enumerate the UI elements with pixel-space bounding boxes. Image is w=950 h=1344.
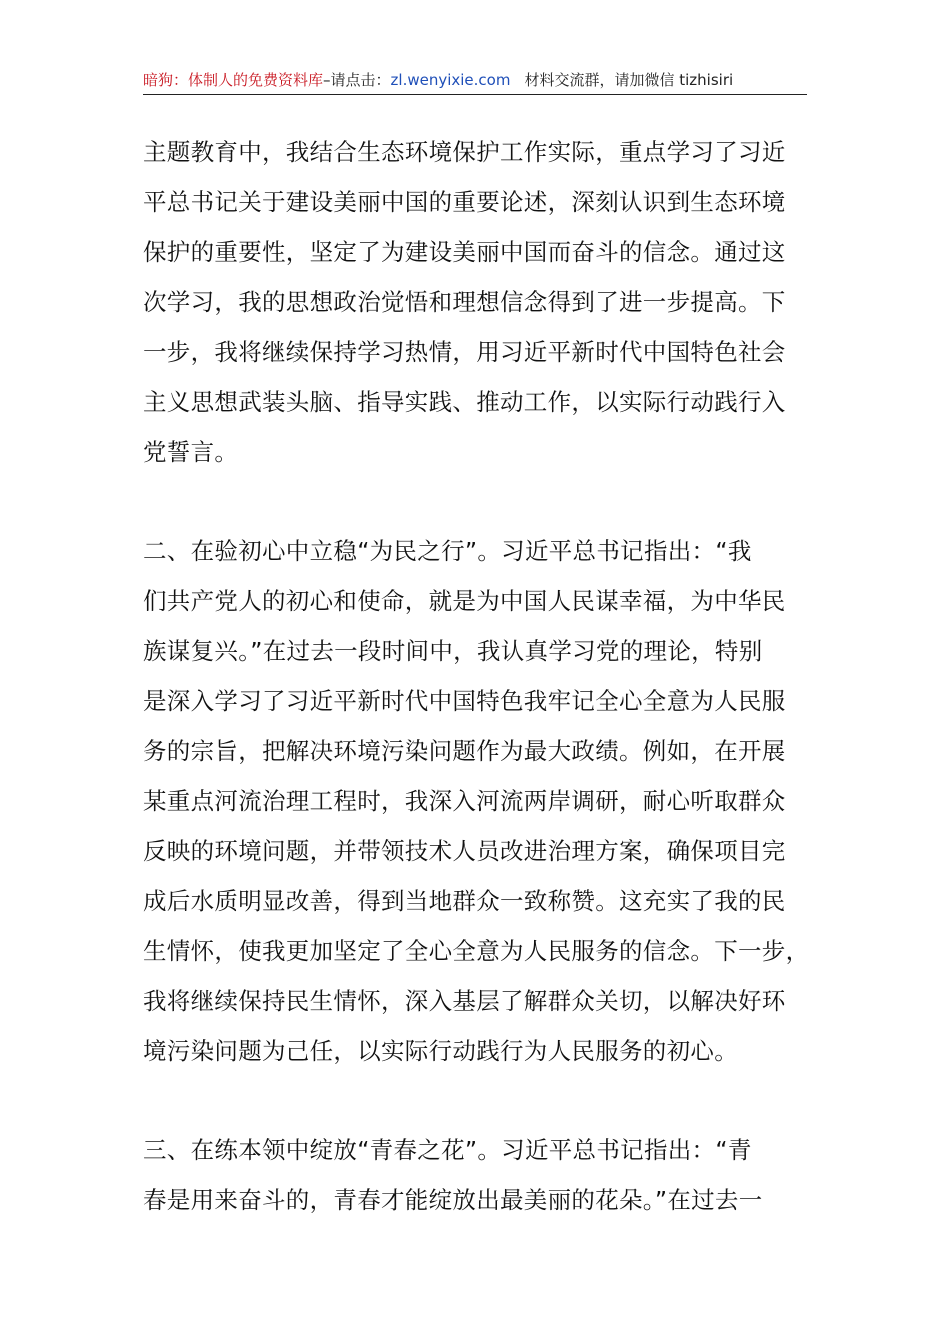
text-line: 境污染问题为己任，以实际行动践行为人民服务的初心。 — [143, 1037, 738, 1065]
text-line: 是深入学习了习近平新时代中国特色我牢记全心全意为人民服 — [143, 687, 786, 715]
text-line: 务的宗旨，把解决环境污染问题作为最大政绩。例如，在开展 — [143, 737, 786, 765]
header-prompt: –请点击： — [323, 71, 391, 89]
text-line: 党誓言。 — [143, 438, 239, 466]
paragraph-2 — [143, 526, 815, 1076]
text-line: 反映的环境问题，并带领技术人员改进治理方案，确保项目完 — [143, 837, 786, 865]
text-line: 保护的重要性，坚定了为建设美丽中国而奋斗的信念。通过这 — [143, 238, 786, 266]
header-url-link[interactable]: zl.wenyixie.com — [390, 71, 511, 89]
paragraph-gap — [143, 1076, 815, 1125]
text-line: 某重点河流治理工程时，我深入河流两岸调研，耐心听取群众 — [143, 787, 786, 815]
text-line: 平总书记关于建设美丽中国的重要论述，深刻认识到生态环境 — [143, 188, 786, 216]
text-line: 二、在验初心中立稳“为民之行”。习近平总书记指出：“我 — [143, 537, 752, 565]
text-line: 主题教育中，我结合生态环境保护工作实际，重点学习了习近 — [143, 138, 786, 166]
paragraph-3 — [143, 1125, 815, 1225]
text-line: 一步，我将继续保持学习热情，用习近平新时代中国特色社会 — [143, 338, 786, 366]
header-brand: 暗狗：体制人的免费资料库 — [143, 71, 324, 89]
text-line: 春是用来奋斗的，青春才能绽放出最美丽的花朵。”在过去一 — [143, 1186, 763, 1214]
text-line: 生情怀，使我更加坚定了全心全意为人民服务的信念。下一步， — [143, 937, 810, 965]
document-body — [143, 127, 815, 1225]
header-group-note: 材料交流群，请加微信 tizhisiri — [524, 71, 734, 89]
text-line: 次学习，我的思想政治觉悟和理想信念得到了进一步提高。下 — [143, 288, 786, 316]
paragraph-gap — [143, 477, 815, 526]
page-header — [143, 66, 807, 95]
paragraph-1 — [143, 127, 815, 477]
text-line: 主义思想武装头脑、指导实践、推动工作，以实际行动践行入 — [143, 388, 786, 416]
text-line: 们共产党人的初心和使命，就是为中国人民谋幸福，为中华民 — [143, 587, 786, 615]
text-line: 三、在练本领中绽放“青春之花”。习近平总书记指出：“青 — [143, 1136, 752, 1164]
text-line: 我将继续保持民生情怀，深入基层了解群众关切，以解决好环 — [143, 987, 786, 1015]
text-line: 族谋复兴。”在过去一段时间中，我认真学习党的理论，特别 — [143, 637, 763, 665]
text-line: 成后水质明显改善，得到当地群众一致称赞。这充实了我的民 — [143, 887, 786, 915]
